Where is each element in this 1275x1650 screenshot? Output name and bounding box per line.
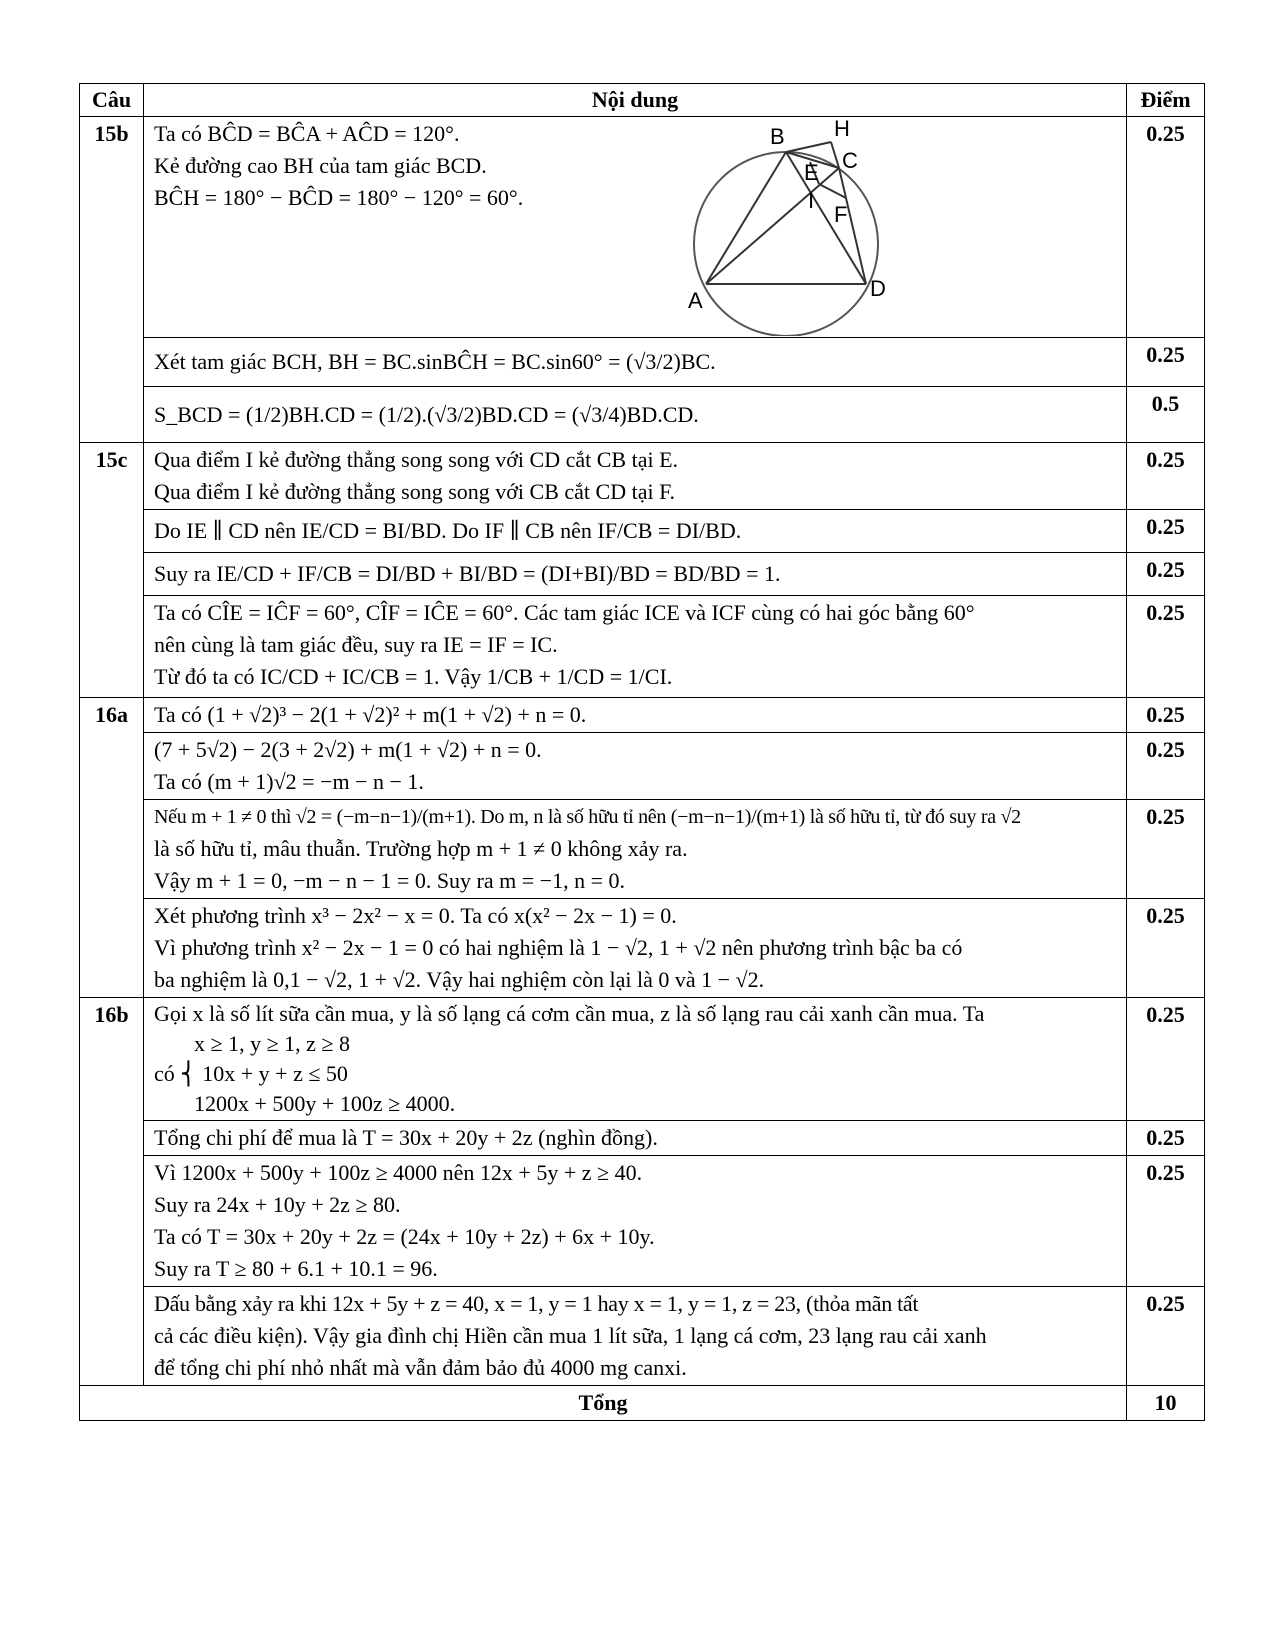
content-cell — [144, 443, 1127, 510]
table-row — [80, 387, 1205, 443]
content-line: Suy ra IE/CD + IF/CB = DI/BD + BI/BD = (DI+BI)/BD = BD/BD = 1. — [154, 561, 781, 586]
score-cell: 0.25 — [1127, 899, 1205, 998]
content-cell — [144, 1287, 1127, 1386]
content-line: Do IE ∥ CD nên IE/CD = BI/BD. Do IF ∥ CB nên IF/CB = DI/BD. — [154, 518, 742, 543]
content-cell — [144, 387, 1127, 443]
point-label-i: I — [808, 188, 815, 213]
content-cell — [144, 1156, 1127, 1287]
point-label-d: D — [870, 276, 886, 301]
score-cell: 0.25 — [1127, 800, 1205, 899]
content-cell — [144, 117, 1127, 338]
table-row — [80, 510, 1205, 553]
score-cell: 0.25 — [1127, 733, 1205, 800]
content-cell — [144, 338, 1127, 387]
score-cell: 0.25 — [1127, 596, 1205, 698]
content-line: Tổng chi phí để mua là T = 30x + 20y + 2z (nghìn đồng). — [154, 1125, 658, 1150]
table-row — [80, 899, 1205, 998]
content-line: S_BCD = (1/2)BH.CD = (1/2).(√3/2)BD.CD = (√3/4)BD.CD. — [154, 402, 699, 427]
content-line: là số hữu tỉ, mâu thuẫn. Trường hợp m + 1 ≠ 0 không xảy ra. — [154, 836, 688, 861]
total-label: Tổng — [80, 1386, 1127, 1421]
content-cell — [144, 510, 1127, 553]
content-line: Dấu bằng xảy ra khi 12x + 5y + z = 40, x = 1, y = 1 hay x = 1, y = 1, z = 23, (thỏa mãn tất — [154, 1291, 919, 1316]
point-label-a: A — [688, 288, 703, 313]
point-label-b: B — [770, 124, 785, 149]
content-line: Nếu m + 1 ≠ 0 thì √2 = (−m−n−1)/(m+1). Do m, n là số hữu tỉ nên (−m−n−1)/(m+1) là số hữu tỉ, từ đó suy ra √2 — [154, 806, 1021, 828]
point-label-c: C — [842, 148, 858, 173]
content-cell — [144, 733, 1127, 800]
content-line: nên cùng là tam giác đều, suy ra IE = IF = IC. — [154, 632, 558, 657]
score-cell: 0.25 — [1127, 1287, 1205, 1386]
content-line: Gọi x là số lít sữa cần mua, y là số lạng cá cơm cần mua, z là số lạng rau cải xanh cần mua. Ta — [154, 1001, 985, 1026]
score-cell: 0.25 — [1127, 1156, 1205, 1287]
table-row — [80, 553, 1205, 596]
score-cell: 0.25 — [1127, 510, 1205, 553]
header-row — [80, 84, 1205, 117]
table-row — [80, 998, 1205, 1121]
content-line: Vì phương trình x² − 2x − 1 = 0 có hai nghiệm là 1 − √2, 1 + √2 nên phương trình bậc ba có — [154, 935, 963, 960]
point-label-h: H — [834, 118, 850, 141]
score-cell: 0.25 — [1127, 117, 1205, 338]
content-line: Xét phương trình x³ − 2x² − x = 0. Ta có x(x² − 2x − 1) = 0. — [154, 903, 677, 928]
header-cau: Câu — [80, 84, 144, 117]
geometry-figure — [686, 118, 916, 336]
point-label-f: F — [834, 202, 848, 227]
table-row — [80, 443, 1205, 510]
table-row — [80, 596, 1205, 698]
content-line: (7 + 5√2) − 2(3 + 2√2) + m(1 + √2) + n = 0. — [154, 737, 542, 762]
content-line: Từ đó ta có IC/CD + IC/CB = 1. Vậy 1/CB + 1/CD = 1/CI. — [154, 664, 673, 689]
content-line: Suy ra T ≥ 80 + 6.1 + 10.1 = 96. — [154, 1256, 438, 1281]
question-label: 16a — [80, 698, 144, 998]
table-row — [80, 1287, 1205, 1386]
content-line: để tổng chi phí nhỏ nhất mà vẫn đảm bảo đủ 4000 mg canxi. — [154, 1355, 687, 1380]
question-label: 16b — [80, 998, 144, 1386]
score-cell: 0.25 — [1127, 698, 1205, 733]
total-value: 10 — [1127, 1386, 1205, 1421]
score-cell: 0.25 — [1127, 1121, 1205, 1156]
question-label: 15c — [80, 443, 144, 698]
table-row — [80, 800, 1205, 899]
content-line: Xét tam giác BCH, BH = BC.sinBĈH = BC.sin60° = (√3/2)BC. — [154, 349, 716, 374]
table-row — [80, 338, 1205, 387]
content-cell — [144, 596, 1127, 698]
total-row — [80, 1386, 1205, 1421]
table-row — [80, 117, 1205, 338]
content-cell — [144, 553, 1127, 596]
content-line: Ta có T = 30x + 20y + 2z = (24x + 10y + 2z) + 6x + 10y. — [154, 1224, 655, 1249]
content-line: x ≥ 1, y ≥ 1, z ≥ 8 — [194, 1031, 350, 1056]
content-line: Ta có (m + 1)√2 = −m − n − 1. — [154, 769, 424, 794]
content-line: BĈH = 180° − BĈD = 180° − 120° = 60°. — [154, 185, 524, 210]
content-line: Ta có (1 + √2)³ − 2(1 + √2)² + m(1 + √2) + n = 0. — [154, 702, 587, 727]
score-cell: 0.25 — [1127, 553, 1205, 596]
table-row — [80, 1121, 1205, 1156]
header-diem: Điểm — [1127, 84, 1205, 117]
grading-table — [79, 83, 1205, 1421]
table-row — [80, 1156, 1205, 1287]
question-label: 15b — [80, 117, 144, 443]
content-line: ba nghiệm là 0,1 − √2, 1 + √2. Vậy hai nghiệm còn lại là 0 và 1 − √2. — [154, 967, 765, 992]
score-cell: 0.25 — [1127, 998, 1205, 1121]
content-line: Kẻ đường cao BH của tam giác BCD. — [154, 153, 487, 178]
header-noi-dung: Nội dung — [144, 84, 1127, 117]
content-line: Qua điểm I kẻ đường thẳng song song với CD cắt CB tại E. — [154, 447, 679, 472]
table-row — [80, 733, 1205, 800]
content-line: 1200x + 500y + 100z ≥ 4000. — [194, 1091, 456, 1116]
content-line: Vậy m + 1 = 0, −m − n − 1 = 0. Suy ra m = −1, n = 0. — [154, 868, 625, 893]
content-line: Ta có CÎE = IĈF = 60°, CÎF = IĈE = 60°. Các tam giác ICE và ICF cùng có hai góc bằng 60° — [154, 600, 975, 625]
score-cell: 0.5 — [1127, 387, 1205, 443]
content-line: Suy ra 24x + 10y + 2z ≥ 80. — [154, 1192, 401, 1217]
content-line: Vì 1200x + 500y + 100z ≥ 4000 nên 12x + 5y + z ≥ 40. — [154, 1160, 643, 1185]
score-cell: 0.25 — [1127, 338, 1205, 387]
content-cell — [144, 998, 1127, 1121]
content-line: Ta có BĈD = BĈA + AĈD = 120°. — [154, 121, 460, 146]
content-cell — [144, 698, 1127, 733]
content-line: cả các điều kiện). Vậy gia đình chị Hiền cần mua 1 lít sữa, 1 lạng cá cơm, 23 lạng rau cải xanh — [154, 1323, 987, 1348]
score-cell: 0.25 — [1127, 443, 1205, 510]
content-cell — [144, 800, 1127, 899]
point-label-e: E — [804, 160, 819, 185]
circle-diagram — [686, 118, 916, 336]
table-row — [80, 698, 1205, 733]
content-line: có ⎨ 10x + y + z ≤ 50 — [154, 1061, 348, 1086]
content-line: Qua điểm I kẻ đường thẳng song song với CB cắt CD tại F. — [154, 479, 676, 504]
content-cell — [144, 899, 1127, 998]
content-cell — [144, 1121, 1127, 1156]
